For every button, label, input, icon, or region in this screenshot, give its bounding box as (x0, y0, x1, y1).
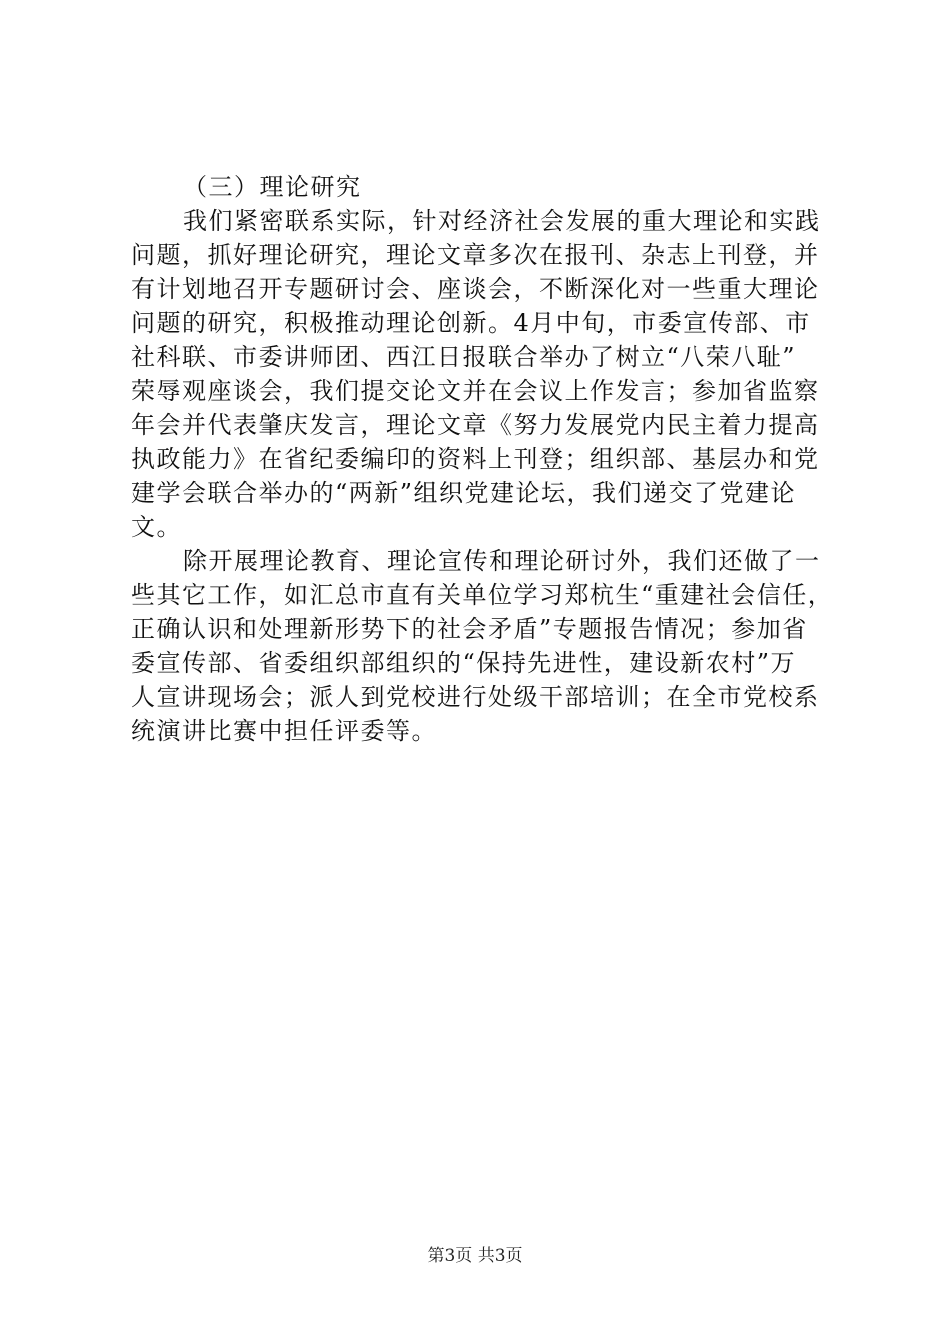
paragraph-line: 建学会联合举办的“两新”组织党建论坛，我们递交了党建论 (131, 479, 797, 507)
paragraph-line: 文。 (131, 513, 182, 541)
paragraph-line: 统演讲比赛中担任评委等。 (131, 717, 437, 745)
paragraph-line: 社科联、市委讲师团、西江日报联合举办了树立“八荣八耻” (131, 343, 797, 371)
paragraph-line: 正确认识和处理新形势下的社会矛盾”专题报告情况；参加省 (131, 615, 808, 643)
paragraph-line: 执政能力》在省纪委编印的资料上刊登；组织部、基层办和党 (131, 445, 820, 473)
paragraph-1 (131, 204, 836, 544)
page-number-footer: 第3页 共3页 (427, 1246, 523, 1266)
paragraph-line: 人宣讲现场会；派人到党校进行处级干部培训；在全市党校系 (131, 683, 820, 711)
section-heading: （三）理论研究 (183, 173, 362, 201)
paragraph-line: 除开展理论教育、理论宣传和理论研讨外，我们还做了一 (183, 547, 821, 575)
paragraph-line: 我们紧密联系实际，针对经济社会发展的重大理论和实践 (183, 207, 821, 235)
paragraph-line: 问题的研究，积极推动理论创新。4月中旬，市委宣传部、市 (131, 309, 811, 337)
paragraph-2 (131, 544, 836, 748)
paragraph-line: 有计划地召开专题研讨会、座谈会，不断深化对一些重大理论 (131, 275, 820, 303)
document-body (131, 170, 836, 748)
paragraph-line: 些其它工作，如汇总市直有关单位学习郑杭生“重建社会信任， (131, 581, 834, 609)
paragraph-line: 年会并代表肇庆发言，理论文章《努力发展党内民主着力提高 (131, 411, 820, 439)
paragraph-line: 委宣传部、省委组织部组织的“保持先进性，建设新农村”万 (131, 649, 797, 677)
paragraph-line: 问题，抓好理论研究，理论文章多次在报刊、杂志上刊登，并 (131, 241, 820, 269)
paragraph-line: 荣辱观座谈会，我们提交论文并在会议上作发言；参加省监察 (131, 377, 820, 405)
